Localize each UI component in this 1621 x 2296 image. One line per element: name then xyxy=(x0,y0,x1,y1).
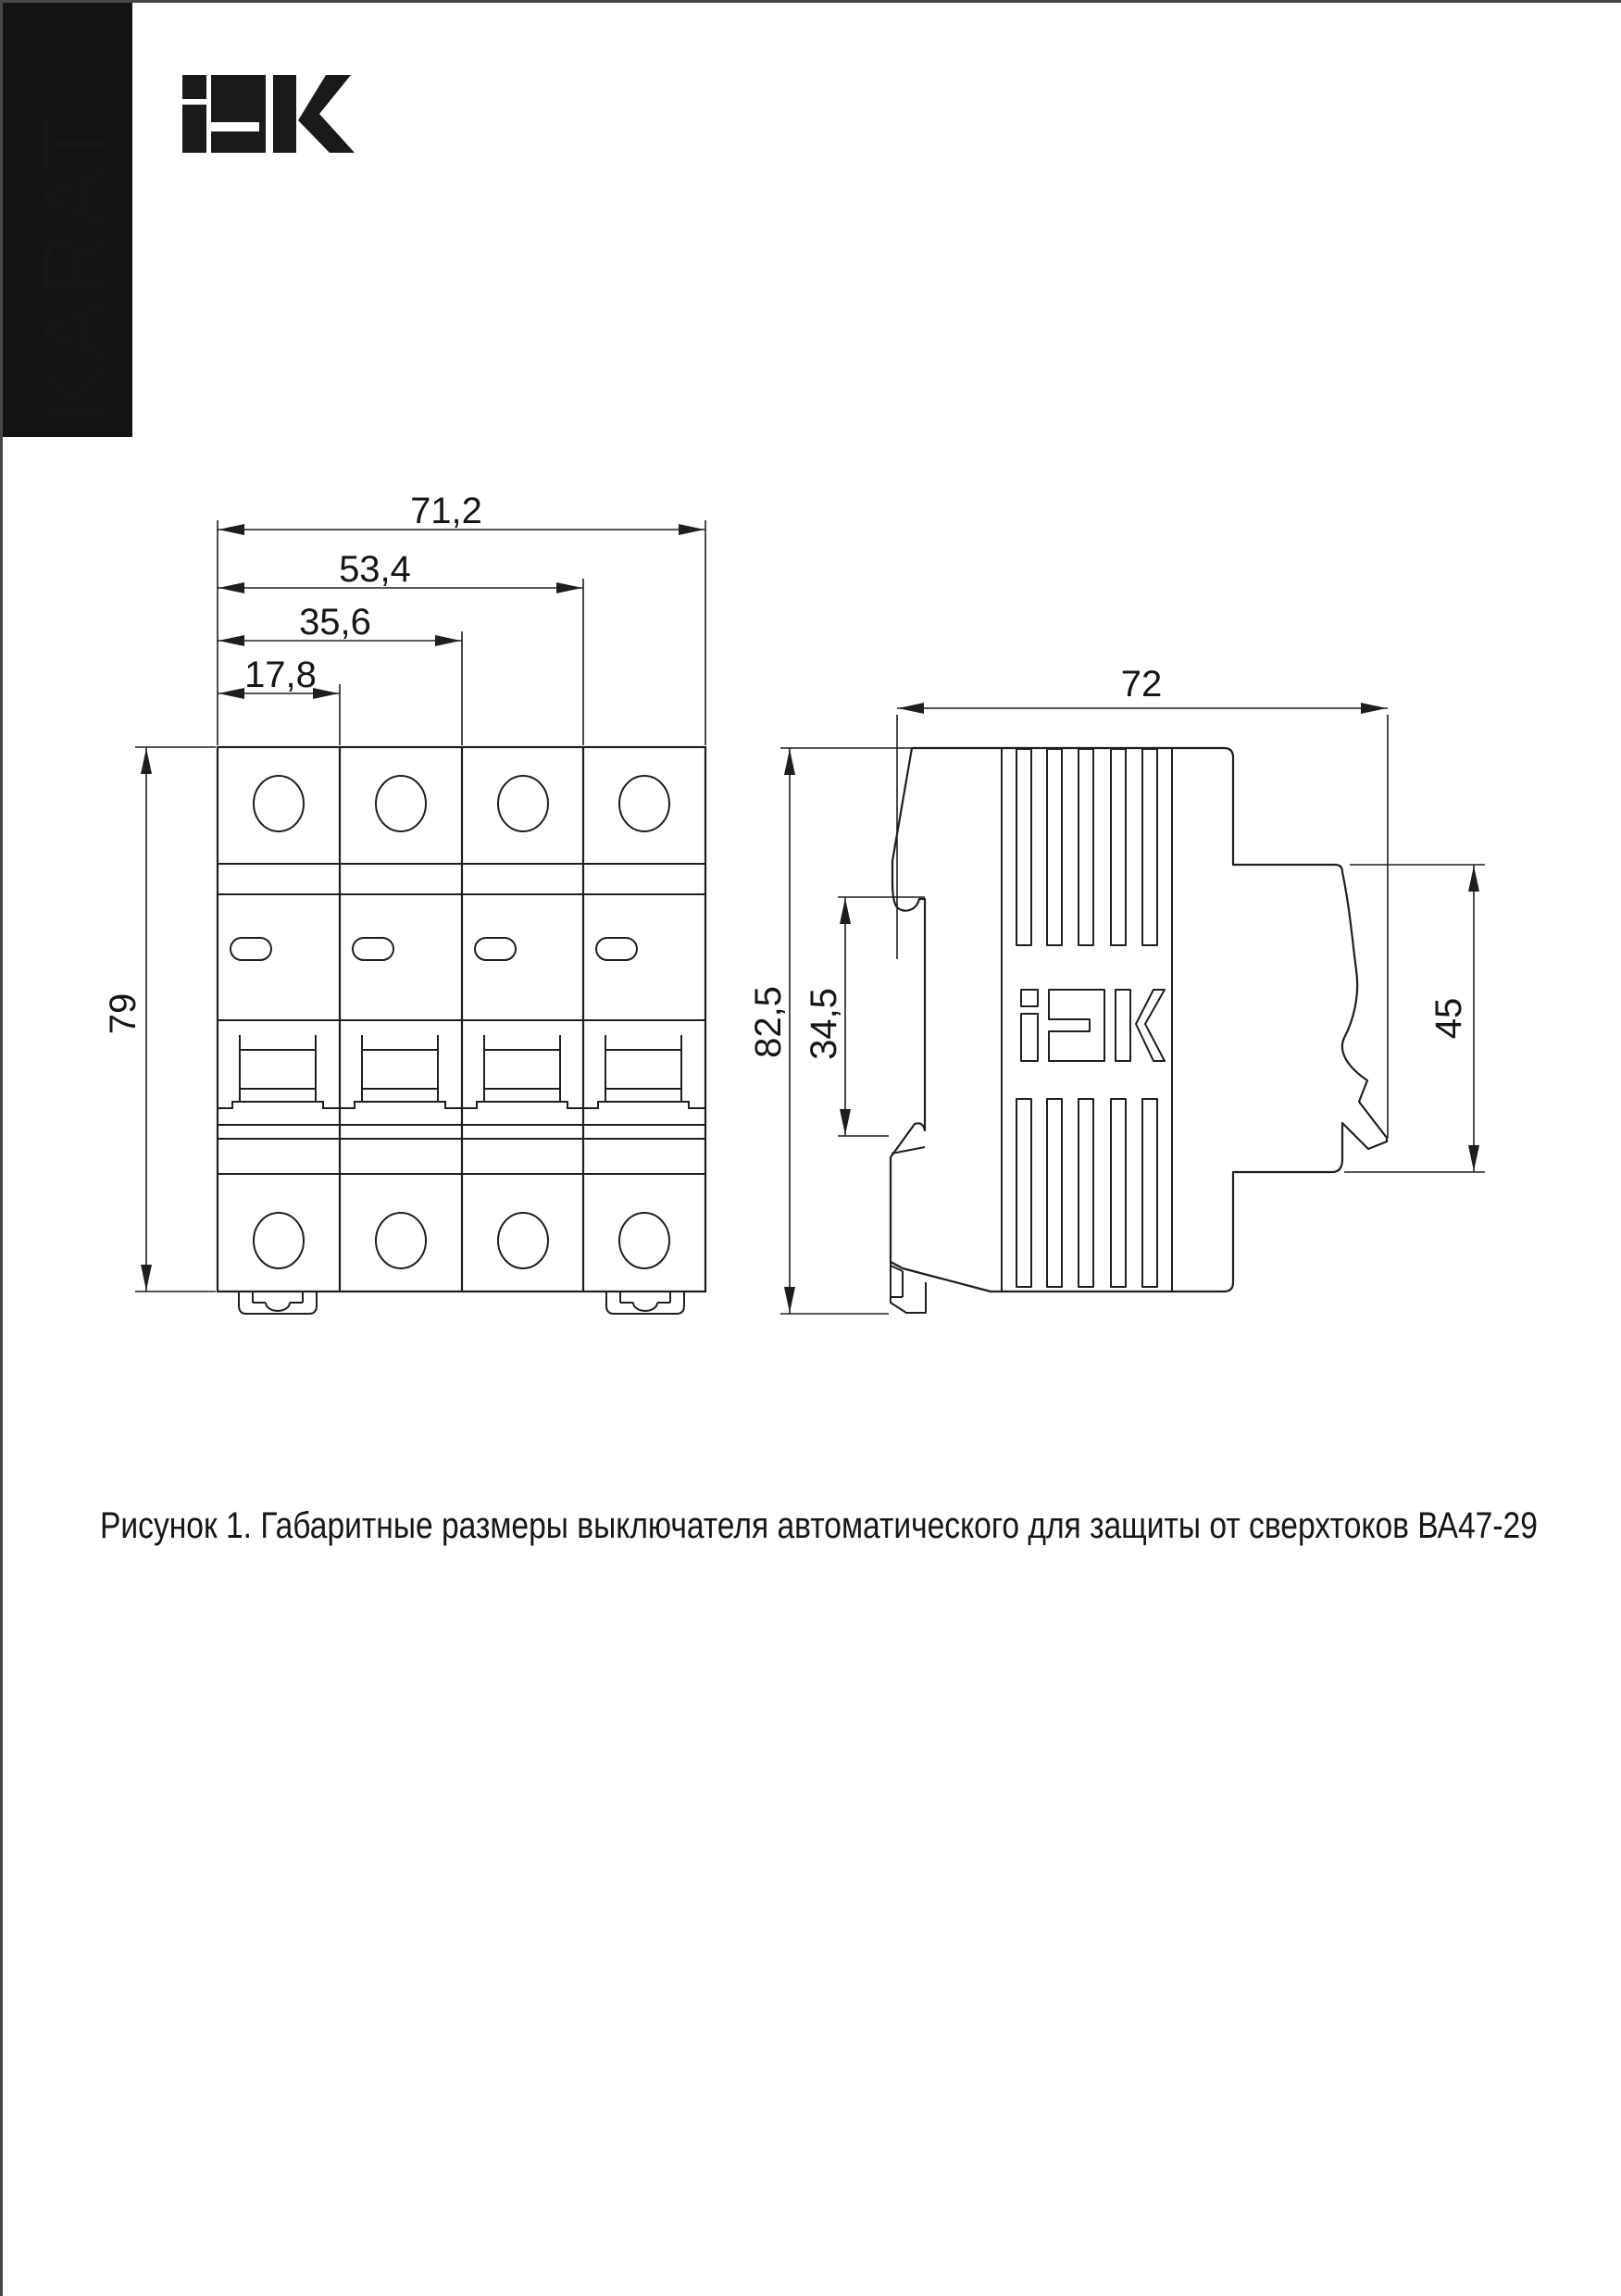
iek-logo-k-stem xyxy=(273,75,296,153)
iek-logo-e xyxy=(211,75,266,153)
page-border-top xyxy=(0,0,1621,3)
iek-logo-engraved xyxy=(1021,990,1165,1061)
dim-width-three-modules: 53,4 xyxy=(339,549,411,590)
iek-logo-i-stem xyxy=(182,105,206,153)
dim-recess-height: 34,5 xyxy=(804,988,844,1060)
dim-width-one-module: 17,8 xyxy=(244,655,317,695)
terminal-screw-bottom xyxy=(498,1213,548,1268)
terminal-screw-bottom xyxy=(254,1213,304,1268)
toggle-handle xyxy=(218,1035,340,1108)
terminal-screw-bottom xyxy=(376,1213,426,1268)
toggle-handle xyxy=(340,1035,462,1108)
terminal-screw-top xyxy=(376,776,426,831)
karat-label: KARAT xyxy=(23,112,124,424)
terminal-screw-top xyxy=(254,776,304,831)
iek-logo xyxy=(182,75,355,153)
label-slot xyxy=(475,938,516,960)
din-clip xyxy=(606,1292,684,1314)
front-view xyxy=(218,747,705,1314)
dim-front-height: 79 xyxy=(103,992,143,1035)
dim-rail-height: 45 xyxy=(1428,997,1469,1040)
toggle-handle xyxy=(583,1035,705,1108)
side-view xyxy=(891,748,1387,1313)
dim-total-width: 71,2 xyxy=(410,491,482,531)
figure-caption: Рисунок 1. Габаритные размеры выключателя автоматического для защиты от сверхтоков ВА47-29 xyxy=(100,1504,1538,1546)
toggle-handle xyxy=(462,1035,583,1108)
rib-slots-upper xyxy=(1016,749,1157,945)
terminal-screw-bottom xyxy=(619,1213,669,1268)
iek-logo-i-dot xyxy=(182,75,206,99)
page-border-left xyxy=(0,0,3,2296)
dimension-labels xyxy=(103,491,1469,1060)
dim-side-height: 82,5 xyxy=(748,986,789,1058)
iek-logo-k-chevron xyxy=(298,75,355,153)
dim-width-two-modules: 35,6 xyxy=(299,602,371,643)
terminal-screw-top xyxy=(498,776,548,831)
rib-slots-lower xyxy=(1016,1099,1157,1287)
karat-strip xyxy=(3,3,132,437)
label-slot xyxy=(353,938,393,960)
din-clip xyxy=(239,1292,317,1314)
label-slot xyxy=(231,938,271,960)
dim-depth: 72 xyxy=(1120,664,1163,705)
label-slot xyxy=(596,938,637,960)
terminal-screw-top xyxy=(619,776,669,831)
